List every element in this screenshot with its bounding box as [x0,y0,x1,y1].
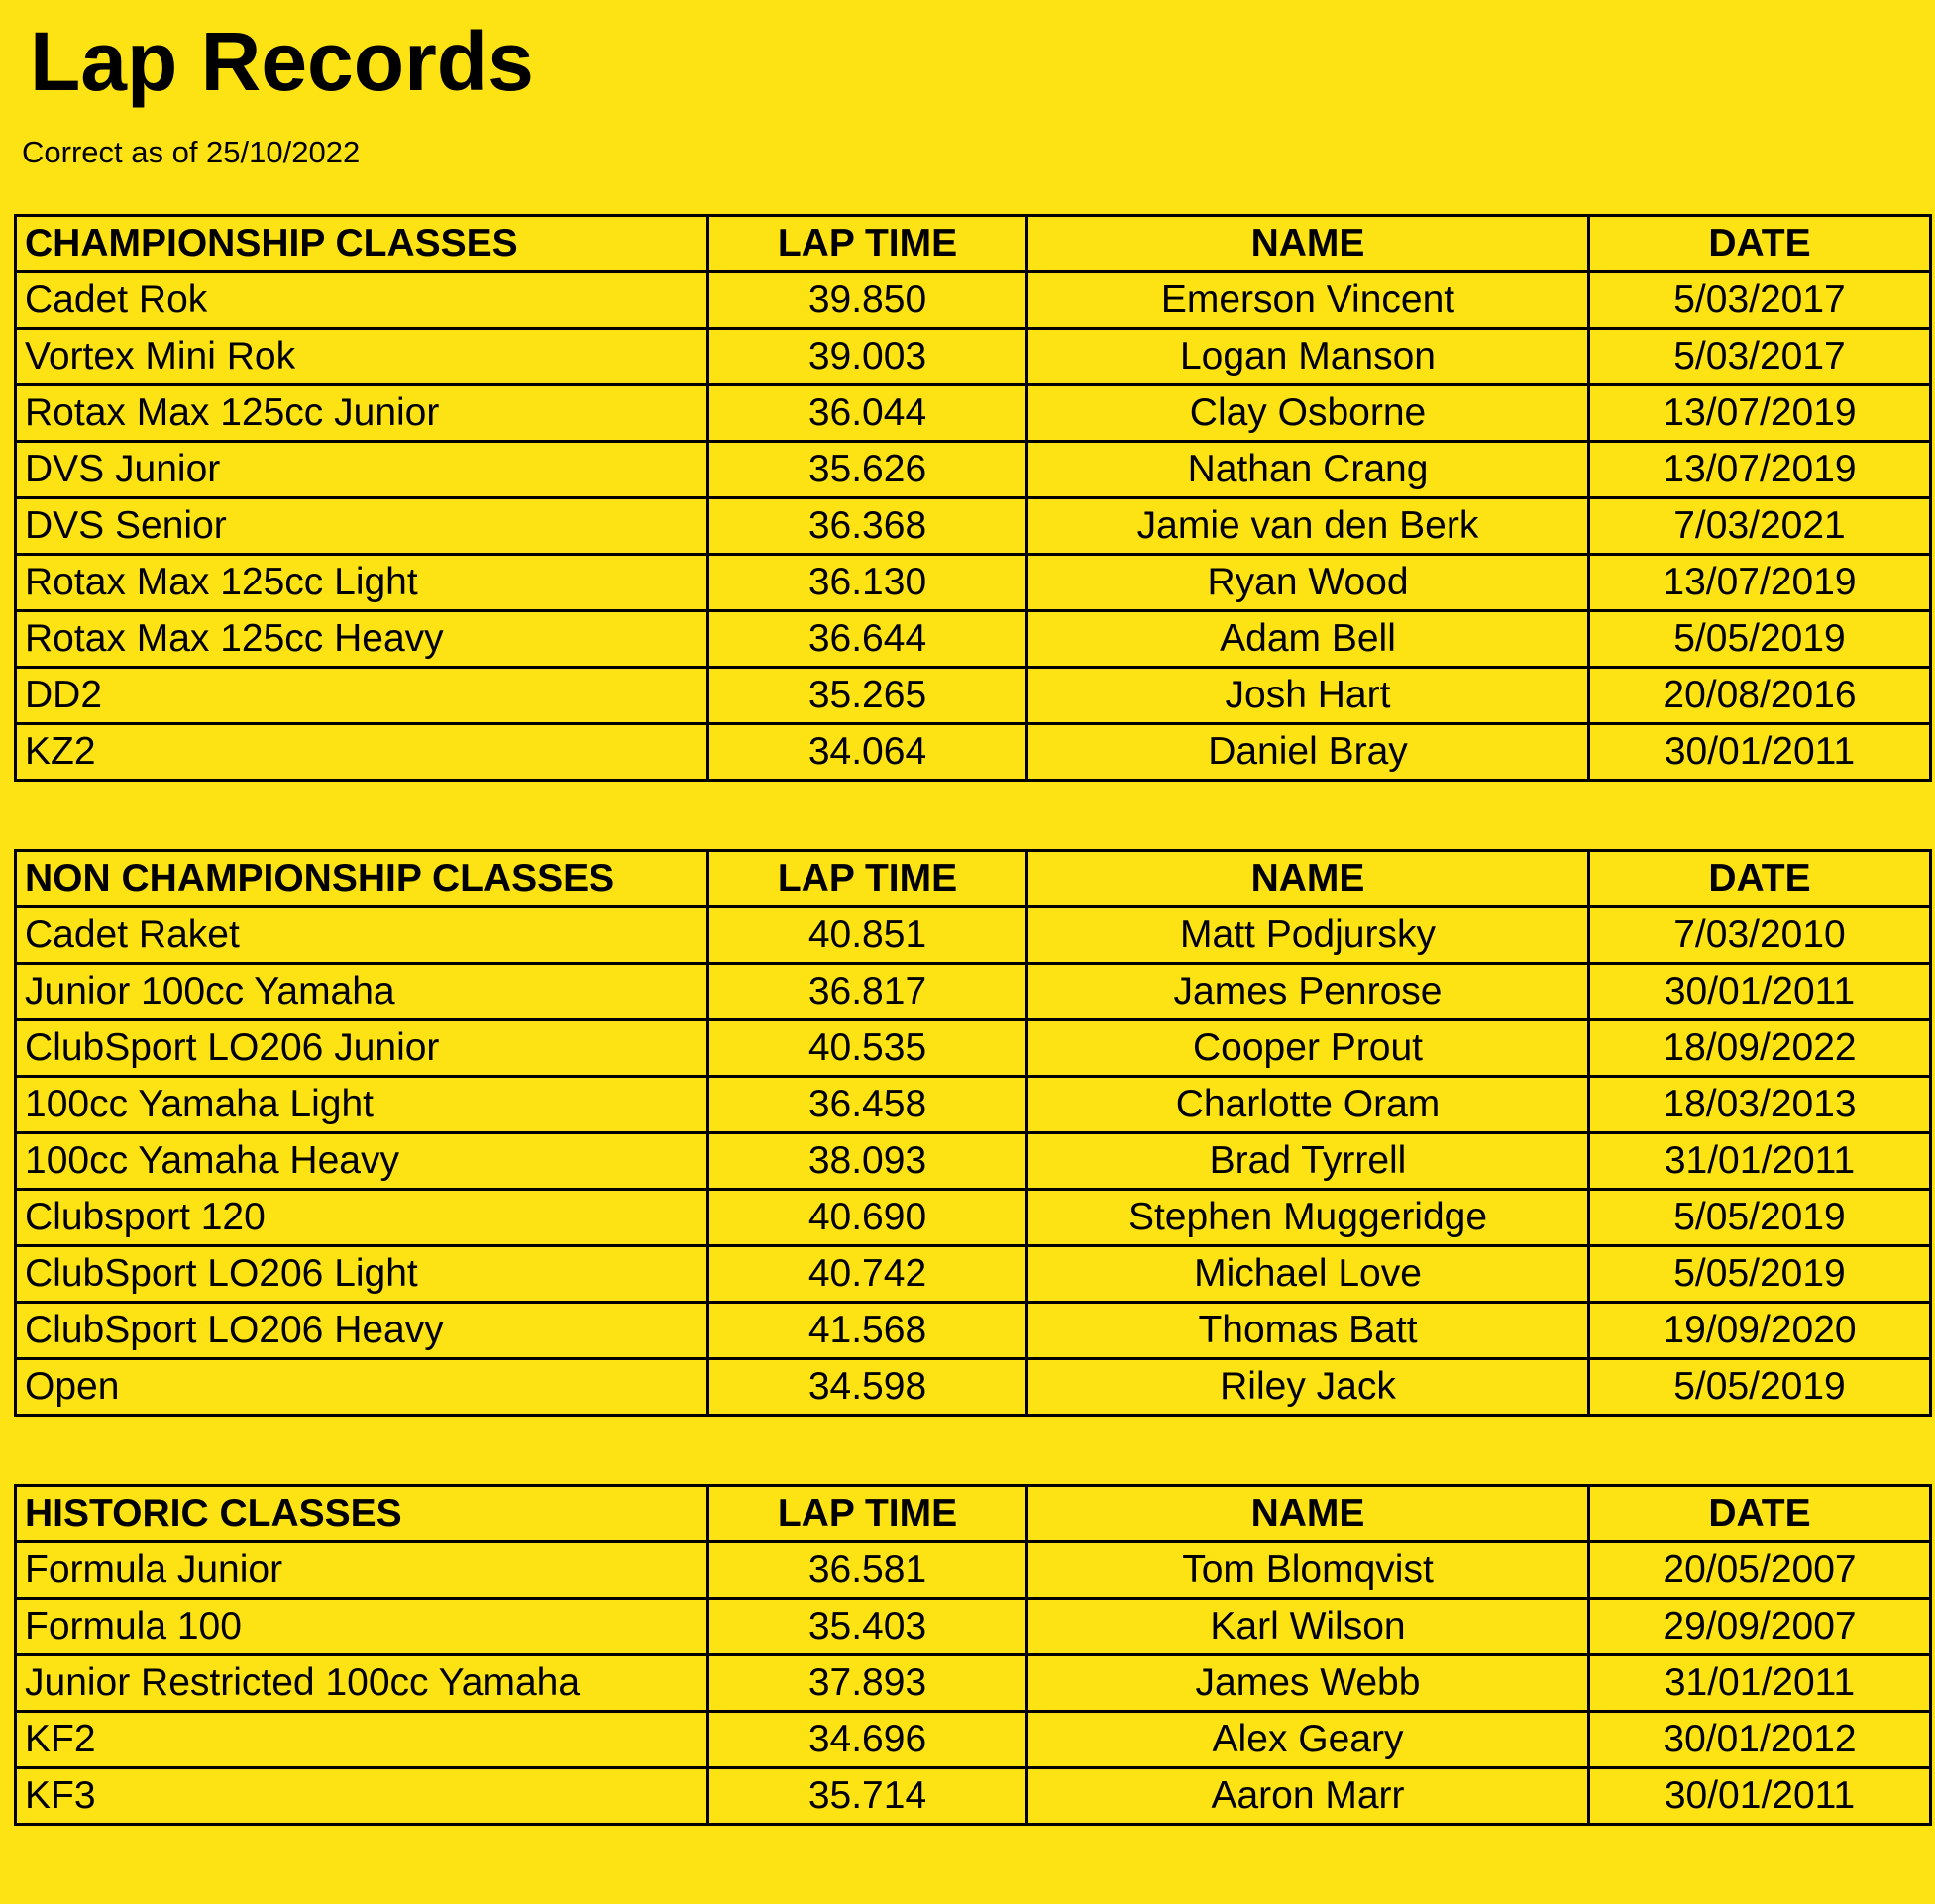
date-cell: 13/07/2019 [1589,442,1931,498]
table-row [16,1542,1931,1599]
class-cell: KZ2 [16,724,708,781]
driver-name-cell: Karl Wilson [1027,1599,1589,1655]
lap-time-cell: 40.742 [708,1246,1027,1303]
lap-time-cell: 37.893 [708,1655,1027,1712]
table-row [16,1303,1931,1359]
non-championship-classes-table [14,849,1932,1417]
lap-time-cell: 40.690 [708,1190,1027,1246]
lap-time-cell: 34.598 [708,1359,1027,1416]
driver-name-cell: Thomas Batt [1027,1303,1589,1359]
table-row [16,964,1931,1020]
date-cell: 30/01/2011 [1589,724,1931,781]
class-cell: Junior 100cc Yamaha [16,964,708,1020]
class-cell: 100cc Yamaha Light [16,1077,708,1133]
driver-name-cell: Aaron Marr [1027,1768,1589,1825]
table-header-row [16,851,1931,907]
lap-time-cell: 36.817 [708,964,1027,1020]
driver-name-cell: Michael Love [1027,1246,1589,1303]
class-cell: Open [16,1359,708,1416]
class-cell: ClubSport LO206 Heavy [16,1303,708,1359]
driver-name-cell: Alex Geary [1027,1712,1589,1768]
driver-name-cell: Daniel Bray [1027,724,1589,781]
table-row [16,724,1931,781]
class-cell: Formula 100 [16,1599,708,1655]
driver-name-cell: Logan Manson [1027,329,1589,385]
section-heading: NON CHAMPIONSHIP CLASSES [16,851,708,907]
date-cell: 5/05/2019 [1589,1190,1931,1246]
date-cell: 18/09/2022 [1589,1020,1931,1077]
name-header: NAME [1027,1486,1589,1542]
lap-time-cell: 34.696 [708,1712,1027,1768]
class-cell: Vortex Mini Rok [16,329,708,385]
lap-time-cell: 40.851 [708,907,1027,964]
lap-time-cell: 41.568 [708,1303,1027,1359]
updated-date-note: Correct as of 25/10/2022 [22,135,361,169]
lap-time-cell: 40.535 [708,1020,1027,1077]
date-cell: 20/08/2016 [1589,668,1931,724]
table-row [16,1599,1931,1655]
driver-name-cell: Nathan Crang [1027,442,1589,498]
date-cell: 5/03/2017 [1589,272,1931,329]
table-row [16,1077,1931,1133]
date-cell: 5/05/2019 [1589,1359,1931,1416]
lap-time-cell: 35.265 [708,668,1027,724]
class-cell: Cadet Rok [16,272,708,329]
table-header-row [16,216,1931,272]
lap-time-cell: 35.403 [708,1599,1027,1655]
name-header: NAME [1027,851,1589,907]
table-row [16,1655,1931,1712]
lap-time-header: LAP TIME [708,1486,1027,1542]
class-cell: Junior Restricted 100cc Yamaha [16,1655,708,1712]
table-row [16,1246,1931,1303]
lap-time-cell: 36.044 [708,385,1027,442]
class-cell: Cadet Raket [16,907,708,964]
date-cell: 13/07/2019 [1589,555,1931,611]
table-row [16,1133,1931,1190]
class-cell: DD2 [16,668,708,724]
lap-time-header: LAP TIME [708,216,1027,272]
driver-name-cell: James Webb [1027,1655,1589,1712]
table-row [16,1359,1931,1416]
lap-time-cell: 36.458 [708,1077,1027,1133]
date-cell: 5/03/2017 [1589,329,1931,385]
date-header: DATE [1589,851,1931,907]
championship-classes-table [14,214,1932,782]
driver-name-cell: Emerson Vincent [1027,272,1589,329]
lap-time-cell: 38.093 [708,1133,1027,1190]
date-cell: 19/09/2020 [1589,1303,1931,1359]
historic-classes-table [14,1484,1932,1826]
table-row [16,1020,1931,1077]
lap-time-cell: 35.714 [708,1768,1027,1825]
date-cell: 30/01/2011 [1589,1768,1931,1825]
driver-name-cell: Josh Hart [1027,668,1589,724]
table-row [16,329,1931,385]
table-row [16,555,1931,611]
table-row [16,611,1931,668]
lap-time-cell: 36.644 [708,611,1027,668]
table-row [16,498,1931,555]
date-cell: 30/01/2011 [1589,964,1931,1020]
lap-time-cell: 36.581 [708,1542,1027,1599]
table-header-row [16,1486,1931,1542]
table-row [16,1768,1931,1825]
driver-name-cell: Stephen Muggeridge [1027,1190,1589,1246]
section-heading: CHAMPIONSHIP CLASSES [16,216,708,272]
section-heading: HISTORIC CLASSES [16,1486,708,1542]
class-cell: Formula Junior [16,1542,708,1599]
table-row [16,668,1931,724]
class-cell: DVS Senior [16,498,708,555]
date-cell: 18/03/2013 [1589,1077,1931,1133]
date-cell: 13/07/2019 [1589,385,1931,442]
driver-name-cell: Clay Osborne [1027,385,1589,442]
class-cell: Rotax Max 125cc Heavy [16,611,708,668]
date-cell: 30/01/2012 [1589,1712,1931,1768]
class-cell: Rotax Max 125cc Light [16,555,708,611]
driver-name-cell: James Penrose [1027,964,1589,1020]
page-title: Lap Records [30,15,534,108]
class-cell: ClubSport LO206 Light [16,1246,708,1303]
driver-name-cell: Brad Tyrrell [1027,1133,1589,1190]
lap-time-cell: 39.003 [708,329,1027,385]
date-cell: 29/09/2007 [1589,1599,1931,1655]
date-cell: 7/03/2010 [1589,907,1931,964]
table-row [16,272,1931,329]
class-cell: ClubSport LO206 Junior [16,1020,708,1077]
class-cell: 100cc Yamaha Heavy [16,1133,708,1190]
date-cell: 5/05/2019 [1589,1246,1931,1303]
driver-name-cell: Charlotte Oram [1027,1077,1589,1133]
driver-name-cell: Riley Jack [1027,1359,1589,1416]
table-row [16,442,1931,498]
driver-name-cell: Cooper Prout [1027,1020,1589,1077]
class-cell: Clubsport 120 [16,1190,708,1246]
table-row [16,385,1931,442]
driver-name-cell: Adam Bell [1027,611,1589,668]
driver-name-cell: Tom Blomqvist [1027,1542,1589,1599]
class-cell: KF2 [16,1712,708,1768]
date-header: DATE [1589,1486,1931,1542]
date-cell: 31/01/2011 [1589,1133,1931,1190]
table-row [16,1190,1931,1246]
driver-name-cell: Ryan Wood [1027,555,1589,611]
class-cell: DVS Junior [16,442,708,498]
lap-time-cell: 39.850 [708,272,1027,329]
date-header: DATE [1589,216,1931,272]
table-row [16,907,1931,964]
table-row [16,1712,1931,1768]
lap-time-cell: 36.130 [708,555,1027,611]
date-cell: 20/05/2007 [1589,1542,1931,1599]
lap-time-cell: 34.064 [708,724,1027,781]
date-cell: 31/01/2011 [1589,1655,1931,1712]
name-header: NAME [1027,216,1589,272]
driver-name-cell: Matt Podjursky [1027,907,1589,964]
class-cell: Rotax Max 125cc Junior [16,385,708,442]
lap-time-cell: 35.626 [708,442,1027,498]
class-cell: KF3 [16,1768,708,1825]
lap-time-header: LAP TIME [708,851,1027,907]
date-cell: 7/03/2021 [1589,498,1931,555]
driver-name-cell: Jamie van den Berk [1027,498,1589,555]
lap-time-cell: 36.368 [708,498,1027,555]
date-cell: 5/05/2019 [1589,611,1931,668]
